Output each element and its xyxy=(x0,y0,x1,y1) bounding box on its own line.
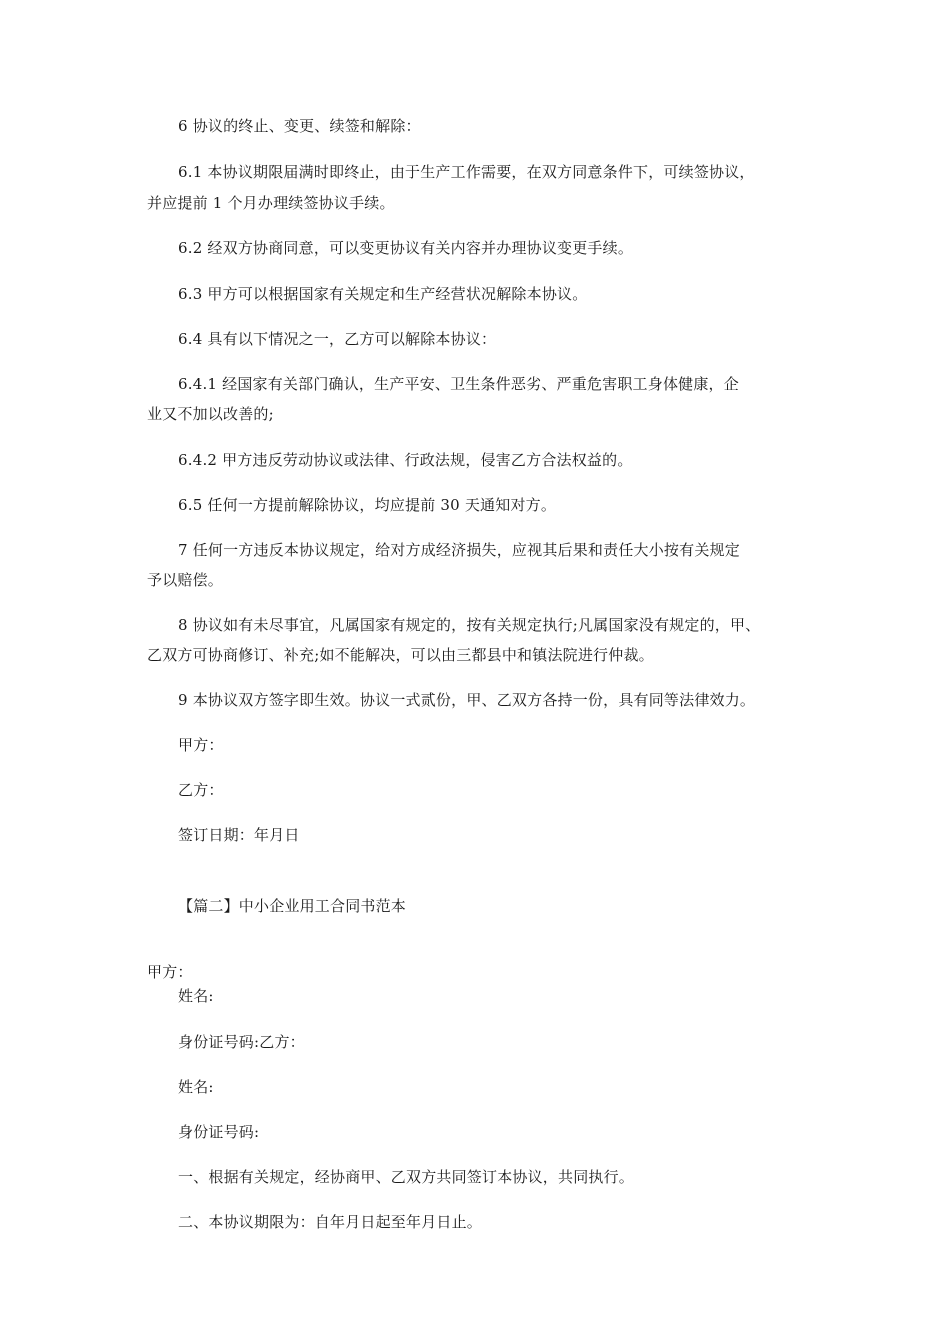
part2-id-a-party-b: 身份证号码:乙方： xyxy=(178,1033,305,1051)
clause-6-4: 6.4 具有以下情况之一，乙方可以解除本协议： xyxy=(178,330,497,348)
part2-name-a: 姓名: xyxy=(178,987,214,1005)
part2-title: 【篇二】中小企业用工合同书范本 xyxy=(178,897,407,915)
clause-6-4-1-line1: 6.4.1 经国家有关部门确认，生产平安、卫生条件恶劣、严重危害职工身体健康，企 xyxy=(178,375,739,393)
part2-item-1: 一、根据有关规定，经协商甲、乙双方共同签订本协议，共同执行。 xyxy=(178,1168,635,1186)
clause-6-1-line1: 6.1 本协议期限届满时即终止，由于生产工作需要，在双方同意条件下，可续签协议， xyxy=(178,163,755,181)
section7-line1: 7 任何一方违反本协议规定，给对方成经济损失，应视其后果和责任大小按有关规定 xyxy=(178,541,740,559)
signature-party-a: 甲方： xyxy=(178,736,224,754)
section7-line2: 予以赔偿。 xyxy=(147,571,224,589)
signature-date: 签订日期：年月日 xyxy=(178,826,300,844)
signature-party-b: 乙方： xyxy=(178,781,224,799)
clause-6-5: 6.5 任何一方提前解除协议，均应提前 30 天通知对方。 xyxy=(178,496,557,514)
clause-6-4-2: 6.4.2 甲方违反劳动协议或法律、行政法规，侵害乙方合法权益的。 xyxy=(178,451,633,469)
part2-party-a: 甲方： xyxy=(147,963,193,981)
section9: 9 本协议双方签字即生效。协议一式贰份，甲、乙双方各持一份，具有同等法律效力。 xyxy=(178,691,756,709)
clause-6-3: 6.3 甲方可以根据国家有关规定和生产经营状况解除本协议。 xyxy=(178,285,588,303)
part2-item-2: 二、本协议期限为：自年月日起至年月日止。 xyxy=(178,1213,483,1231)
part2-id-b: 身份证号码: xyxy=(178,1123,260,1141)
section8-line2: 乙双方可协商修订、补充;如不能解决，可以由三都县中和镇法院进行仲裁。 xyxy=(147,646,654,664)
section8-line1: 8 协议如有未尽事宜，凡属国家有规定的，按有关规定执行;凡属国家没有规定的，甲、 xyxy=(178,616,761,634)
clause-6-1-line2: 并应提前 1 个月办理续签协议手续。 xyxy=(147,194,395,212)
clause-6-4-1-line2: 业又不加以改善的; xyxy=(147,405,274,423)
clause-6-2: 6.2 经双方协商同意，可以变更协议有关内容并办理协议变更手续。 xyxy=(178,239,634,257)
part2-name-b: 姓名: xyxy=(178,1078,214,1096)
section6-heading: 6 协议的终止、变更、续签和解除： xyxy=(178,117,421,135)
